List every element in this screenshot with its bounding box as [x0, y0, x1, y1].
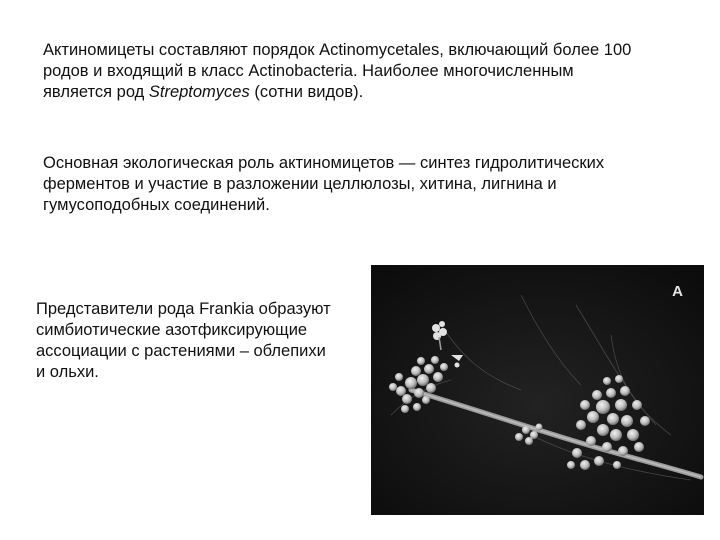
paragraph-line: родов и входящий в класс Actinobacteria. Наиболее многочисленным: [43, 62, 574, 80]
paragraph-line: ферментов и участие в разложении целлюлозы, хитина, лигнина и: [43, 175, 557, 193]
text-run: является род: [43, 83, 149, 101]
paragraph-line: симбиотические азотфиксирующие: [36, 321, 308, 339]
micrograph-drawing: [371, 265, 704, 515]
paragraph-line: Представители рода Frankia образуют: [36, 300, 331, 318]
micrograph-image: [371, 265, 704, 515]
genus-name-italic: Streptomyces: [148, 83, 250, 101]
text-run: (сотни видов).: [249, 83, 364, 101]
paragraph-actinomycetes-order: [43, 40, 703, 103]
paragraph-line: гумусоподобных соединений.: [43, 196, 270, 214]
paragraph-ecological-role: [43, 153, 683, 216]
paragraph-line: [43, 82, 703, 103]
paragraph-line: и ольхи.: [36, 363, 99, 381]
paragraph-line: Актиномицеты составляют порядок Actinomycetales, включающий более 100: [43, 41, 632, 59]
panel-label: A: [672, 283, 683, 300]
paragraph-frankia: [36, 299, 376, 383]
paragraph-line: ассоциации с растениями – облепихи: [36, 342, 326, 360]
paragraph-line: Основная экологическая роль актиномицетов — синтез гидролитических: [43, 154, 605, 172]
